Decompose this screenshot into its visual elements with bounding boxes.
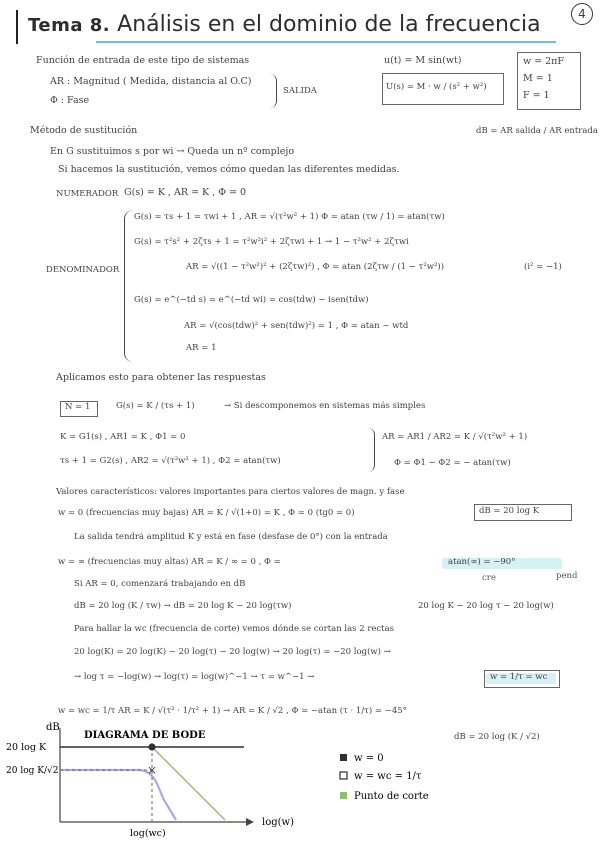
valores-eq1: 20 log(K) = 20 log(K) − 20 log(τ) − 20 log(w) → 20 log(τ) = −20 log(w) →: [74, 647, 391, 657]
aplicamos-g: G(s) = K / (τs + 1): [116, 401, 195, 411]
denominador-l2: G(s) = τ²s² + 2ζτs + 1 = τ²w²i² + 2ζτwi + 1 → 1 − τ²w² + 2ζτwi: [134, 237, 409, 247]
intro-m: M = 1: [523, 73, 553, 84]
aplicamos-line: Aplicamos esto para obtener las respuestas: [56, 372, 266, 383]
valores-salida: La salida tendrá amplitud K y está en fase (desfase de 0°) con la entrada: [74, 532, 388, 542]
legend-point-icon: [340, 792, 347, 799]
title-lead: Tema 8.: [28, 15, 111, 36]
denominador-l5: AR = √(cos(tdw)² + sen(tdw)²) = 1 , Φ = atan − wtd: [184, 321, 409, 331]
valores-ww-line: w = wc = 1/τ AR = K / √(τ² · 1/τ² + 1) → AR = K / √2 , Φ = −atan (τ · 1/τ) = −45°: [58, 706, 407, 716]
bode-diagram: [0, 712, 603, 848]
legend-square-icon: [340, 754, 347, 761]
bode-y-tick-low: 20 log K/√2: [6, 766, 59, 776]
numerador-label: NUMERADOR: [56, 189, 119, 199]
intro-line-1: Función de entrada de este tipo de sistemas: [36, 55, 250, 66]
valores-db-box: 20 log K − 20 log τ − 20 log(w): [418, 601, 554, 611]
brace: [270, 74, 277, 108]
legend-square-text: w = 0: [354, 753, 384, 764]
metodo-line-2: Si hacemos la sustitución, vemos cómo quedan las diferentes medidas.: [58, 164, 400, 175]
page-number: 4: [571, 3, 593, 25]
metodo-line-1: En G sustituimos s por wi → Queda un nº complejo: [50, 146, 295, 157]
bode-cross-marker: ×: [147, 763, 158, 777]
valores-winf-phi: atan(∞) = −90°: [448, 557, 516, 567]
denominador-l3: AR = √((1 − τ²w²)² + (2ζτw)²) , Φ = atan (2ζτw / (1 − τ²w²)): [186, 262, 445, 272]
valores-wc-line: Para hallar la wc (frecuencia de corte) vemos dónde se cortan las 2 rectas: [74, 624, 395, 634]
valores-db2: dB = 20 log (K / √2): [454, 732, 540, 742]
title-rest: Análisis en el dominio de la frecuencia: [117, 12, 541, 37]
valores-pend: pend: [556, 571, 578, 581]
valores-wc-box: w = 1/τ = wc: [490, 672, 548, 682]
intro-ut: u(t) = M sin(wt): [384, 55, 462, 66]
metodo-db: dB = AR salida / AR entrada: [476, 126, 598, 136]
denominador-l3b: (i² = −1): [524, 262, 562, 272]
valores-eq2: → log τ = −log(w) → log(τ) = log(w)^−1 → τ = w^−1 →: [74, 672, 315, 682]
intro-line-3: Φ : Fase: [50, 95, 90, 106]
aplicamos-phi: Φ = Φ1 − Φ2 = − atan(τw): [394, 458, 511, 468]
page-title: [28, 12, 541, 37]
valores-line: Valores característicos: valores importantes para ciertos valores de magn. y fase: [56, 487, 405, 497]
legend-circle-icon: [340, 772, 347, 779]
legend-point-text: Punto de corte: [354, 791, 429, 802]
aplicamos-ar-ratio: AR = AR1 / AR2 = K / √(τ²w² + 1): [382, 432, 528, 442]
numerador-eq: G(s) = K , AR = K , Φ = 0: [124, 187, 247, 198]
denominador-label: DENOMINADOR: [46, 265, 120, 275]
aplicamos-ts-line: τs + 1 = G2(s) , AR2 = √(τ²w² + 1) , Φ2 = atan(τw): [60, 456, 281, 466]
legend-circle-text: w = wc = 1/τ: [354, 771, 422, 782]
aplicamos-brace: [368, 428, 375, 472]
bode-y-axis-label: dB: [46, 722, 60, 733]
denominador-l1: G(s) = τs + 1 = τwi + 1 , AR = √(τ²w² + 1) Φ = atan (τw / 1) = atan(τw): [134, 212, 445, 222]
bode-x-axis-label: log(w): [262, 817, 294, 828]
valores-cre: cre: [482, 573, 496, 583]
bode-title: DIAGRAMA DE BODE: [84, 730, 206, 741]
denominador-l4: G(s) = e^(−td s) = e^(−td wi) = cos(tdw) − isen(tdw): [134, 295, 369, 305]
n-box-text: N = 1: [65, 402, 91, 412]
bode-y-tick-top: 20 log K: [6, 742, 47, 753]
intro-f: F = 1: [523, 90, 550, 101]
metodo-title: Método de sustitución: [30, 125, 138, 136]
bode-high-asymptote: [152, 747, 225, 820]
intro-salida: SALIDA: [283, 86, 317, 96]
intro-omega: w = 2πF: [523, 56, 565, 67]
title-underline: [96, 41, 556, 43]
denominador-l6: AR = 1: [186, 343, 217, 353]
valores-winf: w = ∞ (frecuencias muy altas) AR = K / ∞ = 0 , Φ =: [58, 557, 281, 567]
aplicamos-arrow-text: → Si descomponemos en sistemas más simples: [224, 401, 426, 411]
aplicamos-k-line: K = G1(s) , AR1 = K , Φ1 = 0: [60, 432, 186, 442]
x-axis-arrow-icon: [246, 818, 254, 826]
intro-line-2: AR : Magnitud ( Medida, distancia al O.C): [50, 76, 252, 87]
valores-db-line: dB = 20 log (K / τw) → dB = 20 log K − 20 log(τw): [74, 601, 292, 611]
valores-w0-db: dB = 20 log K: [479, 506, 540, 516]
bode-x-tick: log(wc): [130, 828, 166, 839]
intro-us: U(s) = M · w / (s² + w²): [386, 82, 487, 92]
bode-real-curve: [60, 770, 176, 820]
denominador-brace: [124, 210, 133, 362]
bode-corner-point: [148, 743, 155, 750]
valores-ar0: Si AR = 0, comenzará trabajando en dB: [74, 579, 246, 589]
margin-line: [16, 10, 18, 44]
valores-w0: w = 0 (frecuencias muy bajas) AR = K / √(1+0) = K , Φ = 0 (tg0 = 0): [58, 508, 355, 518]
